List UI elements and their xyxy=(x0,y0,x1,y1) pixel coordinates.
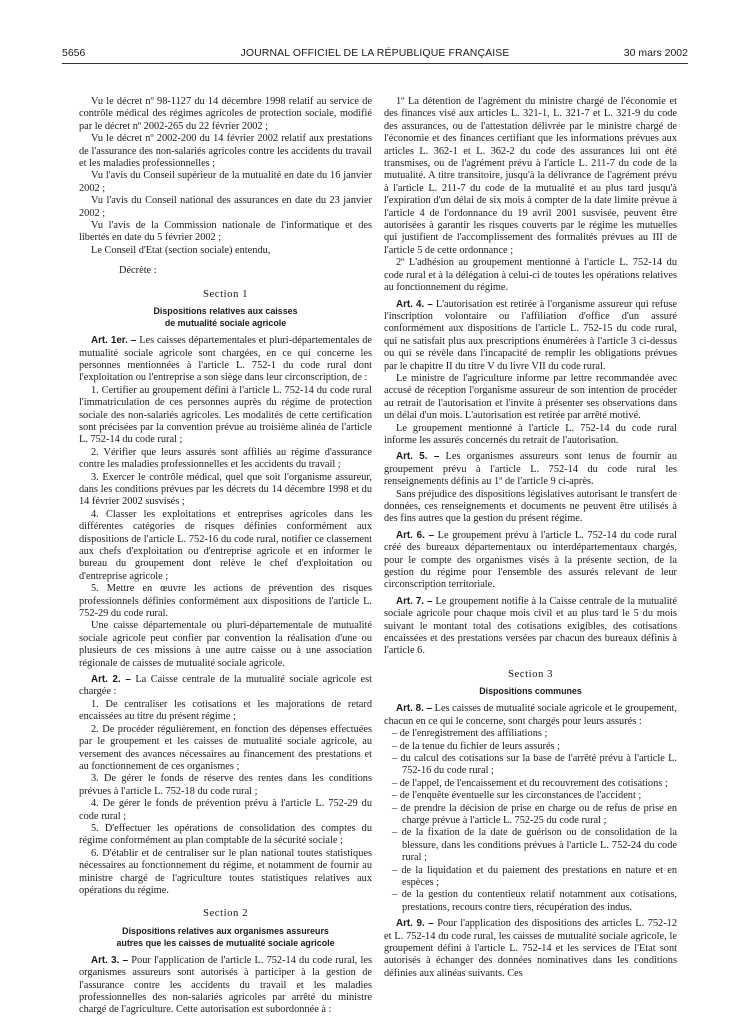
page-number: 5656 xyxy=(62,47,86,59)
right-column xyxy=(384,96,677,980)
article-text: Le groupement notifie à la Caisse centrale de la mutualité sociale agricole pour chaque mois civil et au plus tard le 5 du mois suivant le montant total des cotisations exigibles, des cotisations encaissées et des prestations versées par chacun des bureaux définis à l'article 6. xyxy=(384,595,677,657)
article-7 xyxy=(384,596,677,658)
left-column xyxy=(79,96,372,1017)
visa-paragraph: Vu le décret nº 98-1127 du 14 décembre 1998 relatif au service de contrôle médical des régimes agricoles de protection sociale, modifié par le décret nº 2002-265 du 22 février 2002 ; xyxy=(79,96,372,132)
article-1-item: 5. Mettre en œuvre les actions de prévention des risques professionnels définies conformément aux dispositions de l'article L. 752-29 du code rural. xyxy=(79,583,372,620)
article-label: Art. 9. – xyxy=(396,918,434,930)
section-2-title xyxy=(79,925,372,949)
article-1-item: 2. Vérifier que leurs assurés sont affiliés au régime d'assurance contre les maladies professionnelles et les accidents du travail ; xyxy=(79,446,372,471)
decrete-heading: Décrète : xyxy=(119,265,157,277)
article-1-closing: Une caisse départementale ou pluri-départementale de mutualité sociale agricole peut confier par convention la réalisation d'une ou plusieurs de ces missions à une autre caisse ou à une association régionale de caisses de mutualité sociale agricole. xyxy=(79,620,372,669)
section-1-title-line: de mutualité sociale agricole xyxy=(164,318,287,329)
article-text: Les caisses de mutualité sociale agricole et le groupement, chacun en ce qui le concerne, sont chargés pour leurs assurés : xyxy=(384,703,677,727)
list-item: – de la tenue du fichier de leurs assurés ; xyxy=(392,740,561,752)
article-text: Pour l'application des dispositions des articles L. 752-12 et L. 752-14 du code rural, les caisses de mutualité sociale agricole, le groupement défini à l'article L. 752-14 et les services de l'Etat sont autorisés à échanger des données nominatives dans les conditions définies aux alinéas suivants. Ces xyxy=(384,918,677,979)
article-text: Pour l'application de l'article L. 752-14 du code rural, les organismes assureurs sont autorisés à participer à la gestion de l'assurance contre les accidents du travail et les maladies professionnelles des non-salariés agricoles par arrêté du ministre chargé de l'agriculture. Cette autorisation est subordonnée à : xyxy=(79,954,372,1016)
article-2-item: 5. D'effectuer les opérations de consolidation des comptes du régime conformément au plan comptable de la sécurité sociale ; xyxy=(79,822,372,847)
article-label: Art. 1er. – xyxy=(91,335,137,347)
article-label: Art. 8. – xyxy=(396,703,432,715)
list-item: – de l'enquête éventuelle sur les circonstances de l'accident ; xyxy=(392,790,642,802)
article-4 xyxy=(384,299,677,373)
article-4-paragraph: Le ministre de l'agriculture informe par lettre recommandée avec accusé de réception l'organisme assureur de son intention de procéder au retrait de l'autorisation et l'invite à présenter ses observations dans un délai d'un mois. L'autorisation est retirée par arrêté motivé. xyxy=(384,372,677,422)
article-label: Art. 6. – xyxy=(396,529,435,541)
article-9 xyxy=(384,918,677,980)
section-3-title: Dispositions communes xyxy=(479,686,582,697)
article-3 xyxy=(79,955,372,1017)
list-item: – de la liquidation et du paiement des prestations en nature et en espèces ; xyxy=(392,864,677,888)
article-6 xyxy=(384,530,677,592)
article-1-item: 3. Exercer le contrôle médical, quel que soit l'organisme assureur, dans les conditions prévues par les décrets du 14 décembre 1998 et du 14 février 2002 susvisés ; xyxy=(79,471,372,508)
article-text: L'autorisation est retirée à l'organisme assureur qui refuse l'inscription volontaire ou l'affiliation d'office d'un assuré conformément aux dispositions de l'article L. 752-15 du code rural, qui ne satisfait plus aux prescriptions énumérées à l'article 3 ci-dessus ou qui se révèle dans l'incapacité de remplir les obligations prévues par le chapitre II du titre V du livre VII du code rural. xyxy=(384,298,677,372)
article-8 xyxy=(384,703,677,728)
article-2-item: 4. De gérer le fonds de prévention prévu à l'article L. 752-29 du code rural ; xyxy=(79,798,372,822)
article-text: Les organismes assureurs sont tenus de fournir au groupement prévu à l'article L. 752-14 du code rural les renseignements définis au 1º de l'article 9 ci-après. xyxy=(384,451,678,488)
section-2-title-line: autres que les caisses de mutualité sociale agricole xyxy=(116,937,335,948)
list-item: – de l'appel, de l'encaissement et du recouvrement des cotisations ; xyxy=(392,777,668,789)
page-header xyxy=(62,45,688,63)
list-item: – de prendre la décision de prise en charge ou de refus de prise en charge prévue à l'article L. 752-25 du code rural ; xyxy=(392,802,677,826)
visa-paragraph: Le Conseil d'Etat (section sociale) entendu, xyxy=(91,244,271,256)
article-label: Art. 4. – xyxy=(396,298,433,310)
section-3-label: Section 3 xyxy=(508,667,553,680)
section-2-title-line: Dispositions relatives aux organismes assureurs xyxy=(122,925,329,936)
condition-2: 2º L'adhésion au groupement mentionné à l'article L. 752-14 du code rural et à la délégation à celui-ci de toutes les opérations relatives au fonctionnement du régime. xyxy=(384,257,677,294)
article-label: Art. 5. – xyxy=(396,451,440,463)
article-text: Le groupement prévu à l'article L. 752-14 du code rural créé des bureaux départementaux ou interdépartementaux chargés, pour le compte des organismes visés à la présente section, de la gestion du régime pour l'ensemble des assurés relevant de leur circonscription territoriale. xyxy=(384,529,677,591)
section-1-title-line: Dispositions relatives aux caisses xyxy=(153,306,298,317)
article-label: Art. 7. – xyxy=(396,595,433,607)
article-text: Les caisses départementales et pluri-départementales de mutualité sociale agricole sont chargées, en ce qui concerne les personnes mentionnées à l'article L. 752-1 du code rural dont l'exploitation ou l'entreprise a son siège dans leur circonscription, de : xyxy=(79,335,372,384)
section-1-title xyxy=(79,305,372,329)
article-5 xyxy=(384,451,677,488)
article-2 xyxy=(79,674,372,699)
header-rule xyxy=(62,63,688,64)
publication-date: 30 mars 2002 xyxy=(623,47,688,59)
article-2-item: 6. D'établir et de centraliser sur le plan national toutes statistiques nécessaires au fonctionnement du régime, et notamment de fournir au ministre chargé de l'agriculture toutes statistiques relatives aux opérations du régime. xyxy=(79,847,372,896)
article-8-list xyxy=(384,728,677,914)
article-label: Art. 3. – xyxy=(91,954,129,966)
article-5-paragraph: Sans préjudice des dispositions législatives autorisant le transfert de données, ces renseignements et documents ne peuvent être utilisés à des fins autres que la gestion du présent régime. xyxy=(384,488,677,525)
article-1 xyxy=(79,335,372,385)
visa-paragraph: Vu l'avis de la Commission nationale de l'informatique et des libertés en date du 5 février 2002 ; xyxy=(79,220,372,244)
article-label: Art. 2. – xyxy=(91,674,131,686)
article-2-item: 2. De procéder régulièrement, en fonction des dépenses effectuées par le groupement et les caisses de mutualité sociale agricole, au versement des avances nécessaires au financement des prestations et au fonctionnement de ces organismes ; xyxy=(79,723,372,772)
article-2-item: 1. De centraliser les cotisations et les majorations de retard encaissées au titre du présent régime ; xyxy=(79,698,372,723)
list-item: – de la fixation de la date de guérison ou de consolidation de la blessure, dans les conditions prévues à l'article L. 752-24 du code rural ; xyxy=(392,827,677,864)
article-4-paragraph: Le groupement mentionné à l'article L. 752-14 du code rural informe les assurés concernés du retrait de l'autorisation. xyxy=(384,422,677,446)
list-item: – du calcul des cotisations sur la base de l'arrêté prévu à l'article L. 752-16 du code rural ; xyxy=(392,752,677,777)
article-1-item: 4. Classer les exploitations et entreprises agricoles dans les différentes catégories de risques définies conformément aux dispositions de l'article L. 752-16 du code rural, notifier ce classement aux chefs d'exploitation ou d'entreprise agricole et en informer le bureau du groupement dont relève le chef d'exploitation ou d'entreprise agricole ; xyxy=(79,508,372,582)
condition-1: 1º La détention de l'agrément du ministre chargé de l'économie et des finances visé aux articles L. 321-1, L. 321-7 et L. 321-9 du code des assurances, ou de l'attestation délivrée par le ministre chargé de l'économie et des finances certifiant que les informations prévues aux articles L. 362-1 et L. 362-2 du code des assurances lui ont été transmises, ou de l'agrément prévu à l'article L. 211-7 du code de la mutualité. A titre transitoire, jusqu'à la délivrance de l'agrément prévu à l'article L. 211-7 du code de la mutualité et au plus tard jusqu'à l'expiration d'un délai de six mois à compter de la date limite prévue à l'article 4 de l'ordonnance du 19 avril 2001 susvisée, peuvent être autorisées à garantir les risques couverts par le régime les mutuelles qui justifient de l'accomplissement des formalités prévues au III de l'article 5 de cette ordonnance ; xyxy=(384,96,677,256)
section-2-label: Section 2 xyxy=(203,907,248,920)
visa-paragraph: Vu l'avis du Conseil supérieur de la mutualité en date du 16 janvier 2002 ; xyxy=(79,170,372,194)
article-2-item: 3. De gérer le fonds de réserve des rentes dans les conditions prévues à l'article L. 752-18 du code rural ; xyxy=(79,773,372,797)
list-item: – de la gestion du contentieux relatif notamment aux cotisations, prestations, recours contre tiers, récupération des indus. xyxy=(392,889,677,913)
visa-paragraph: Vu le décret nº 2002-200 du 14 février 2002 relatif aux prestations de l'assurance des non-salariés agricoles contre les accidents du travail et les maladies professionnelles ; xyxy=(79,133,372,170)
section-1-label: Section 1 xyxy=(203,287,248,300)
list-item: – de l'enregistrement des affiliations ; xyxy=(392,728,548,740)
visa-paragraph: Vu l'avis du Conseil national des assurances en date du 23 janvier 2002 ; xyxy=(79,195,372,219)
article-text: La Caisse centrale de la mutualité sociale agricole est chargée : xyxy=(79,674,372,698)
journal-title: JOURNAL OFFICIEL DE LA RÉPUBLIQUE FRANÇAISE xyxy=(240,47,510,59)
article-1-item: 1. Certifier au groupement défini à l'article L. 752-14 du code rural l'immatriculation de ces personnes auprès du régime de protection sociale des non-salariés agricoles. Les modalités de cette certification sont précisées par la convention prévue au troisième alinéa de l'article L. 752-14 du code rural ; xyxy=(79,384,372,446)
